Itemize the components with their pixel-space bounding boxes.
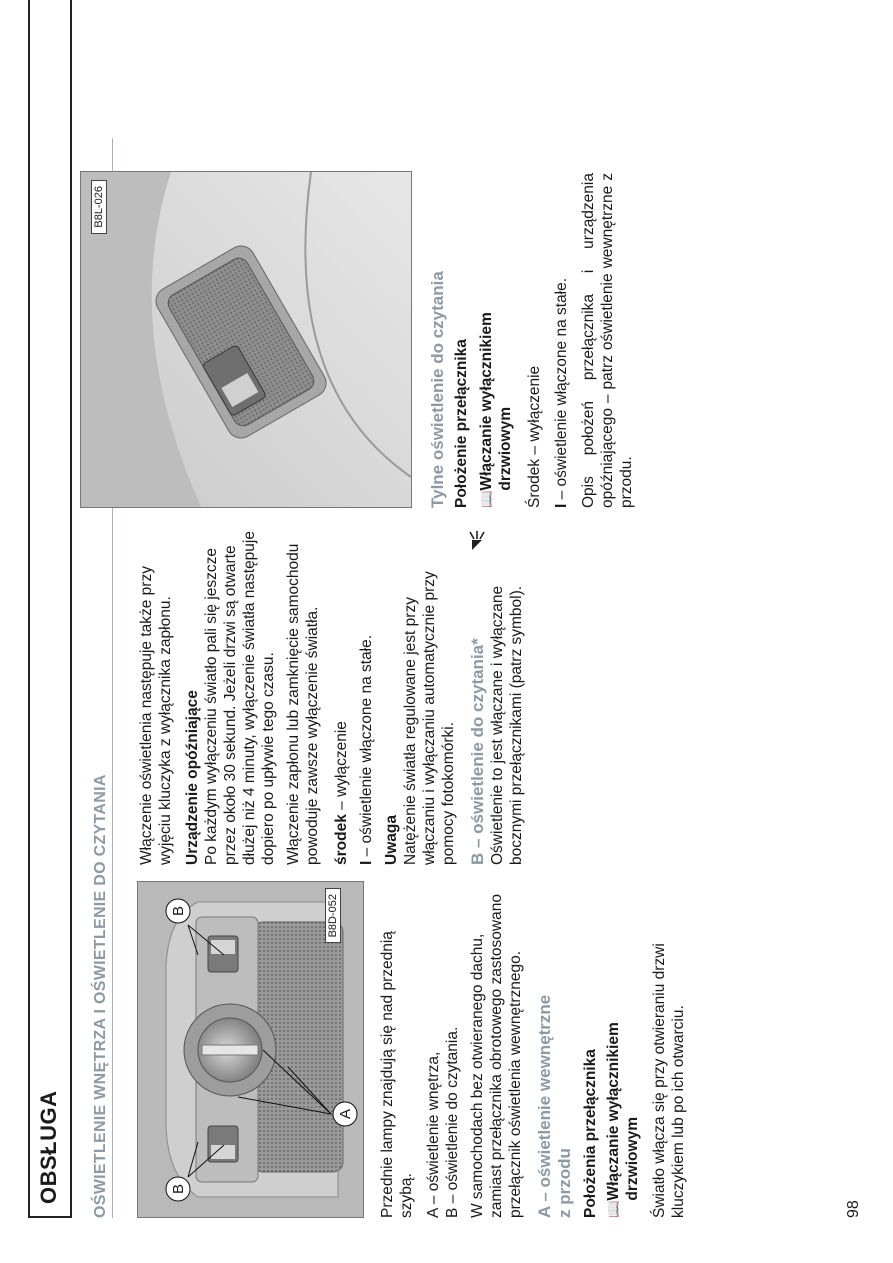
- intro-text: Przednie lampy znajdują się nad przednią szybą.: [379, 931, 415, 1218]
- middle-label: środek: [333, 814, 350, 865]
- page-number: 98: [845, 1200, 862, 1218]
- section-tab: [28, 0, 72, 1218]
- book-icon: 📖: [605, 1200, 621, 1218]
- column-1: [378, 883, 688, 1218]
- figure-code: B8L-026: [91, 180, 107, 234]
- heading-delay: Urządzenie opóźniające: [184, 690, 201, 865]
- callout-b-left: B: [170, 1183, 187, 1194]
- heading-front-interior: A – oświetlenie wewnętrzne z przodu: [535, 994, 574, 1218]
- section-title: OBSŁUGA: [36, 1090, 61, 1204]
- door-switch-text: Światło włącza się przy otwieraniu drzwi kluczykiem lub po ich otwarciu.: [651, 943, 687, 1218]
- door-switch-item-rear: [477, 278, 515, 508]
- chapter-title: OŚWIETLENIE WNĘTRZA I OŚWIETLENIE DO CZYTANIA: [92, 774, 109, 1218]
- heading-rear-reading: Tylne oświetlenie do czytania: [428, 271, 447, 508]
- callout-a: A: [337, 1108, 354, 1119]
- note-text: W samochodach bez otwieranego dachu, zamiast przełącznika obrotowego zastosowano przełącznik oświetlenia wewnętrznego.: [469, 894, 524, 1218]
- position-i-desc: – oświetlenie włączone na stałe.: [553, 277, 570, 504]
- middle-desc: – wyłączenie: [333, 721, 350, 815]
- position-i-label: I: [358, 860, 375, 865]
- note-photocell-text: Natężenie światła regulowane jest przy włączaniu i wyłączaniu automatycznie przy pomocy fotokomórki.: [402, 571, 457, 865]
- door-switch-label: Włączanie wyłącznikiem drzwiowym: [478, 312, 514, 491]
- reading-lamp-icon: [468, 530, 488, 552]
- ignition-key-text: Włączenie oświetlenia następuje także przy wyjęciu kluczyka z wyłącznika zapłonu.: [138, 566, 174, 865]
- rear-lamp-figure: [80, 171, 412, 508]
- legend-b: B – oświetlenie do czytania.: [444, 1026, 461, 1218]
- position-i-rear: [552, 173, 571, 508]
- ignition-text: Włączenie zapłonu lub zamknięcie samochodu powoduje zawsze wyłączenie światła.: [285, 543, 321, 865]
- rear-lamp-illustration: [81, 172, 411, 507]
- book-icon: 📖: [478, 490, 494, 508]
- door-switch-item: [604, 988, 642, 1218]
- delay-text: Po każdym wyłączeniu światło pali się jeszcze przez około 30 sekund. Jeżeli drzwi są otwarte dłużej niż 4 minuty, wyłączenie światła następuje dopiero po upływie tego czasu.: [203, 531, 277, 865]
- heading-reading-light: [468, 530, 488, 865]
- legend-a: A – oświetlenie wnętrza,: [425, 1051, 442, 1218]
- middle-position-rear: Środek – wyłączenie: [526, 365, 543, 508]
- description-text: Opis położeń przełącznika i urządzenia opóźniającego – patrz oświetlenie wewnętrzne z przodu.: [580, 173, 635, 508]
- middle-position: [332, 530, 351, 865]
- subheading-position: Położenie przełącznika: [453, 339, 470, 508]
- subheading-positions: Położenia przełącznika: [582, 1049, 599, 1218]
- position-i-desc: – oświetlenie włączone na stałe.: [358, 634, 375, 861]
- front-lamp-figure: [137, 881, 364, 1218]
- column-3: [428, 173, 636, 508]
- heading-note: Uwaga: [383, 815, 400, 865]
- position-i: [357, 530, 376, 865]
- position-i-label: I: [553, 503, 570, 508]
- column-2: [137, 530, 526, 865]
- reading-light-text: Oświetlenie to jest włączane i wyłączane bocznymi przełącznikami (patrz symbol).: [489, 585, 525, 865]
- figure-code: B8D-052: [325, 888, 341, 943]
- door-switch-label: Włączanie wyłącznikiem drzwiowym: [605, 1022, 641, 1201]
- callout-b-right: B: [170, 905, 187, 916]
- heading-reading-light-text: B – oświetlenie do czytania*: [468, 638, 487, 865]
